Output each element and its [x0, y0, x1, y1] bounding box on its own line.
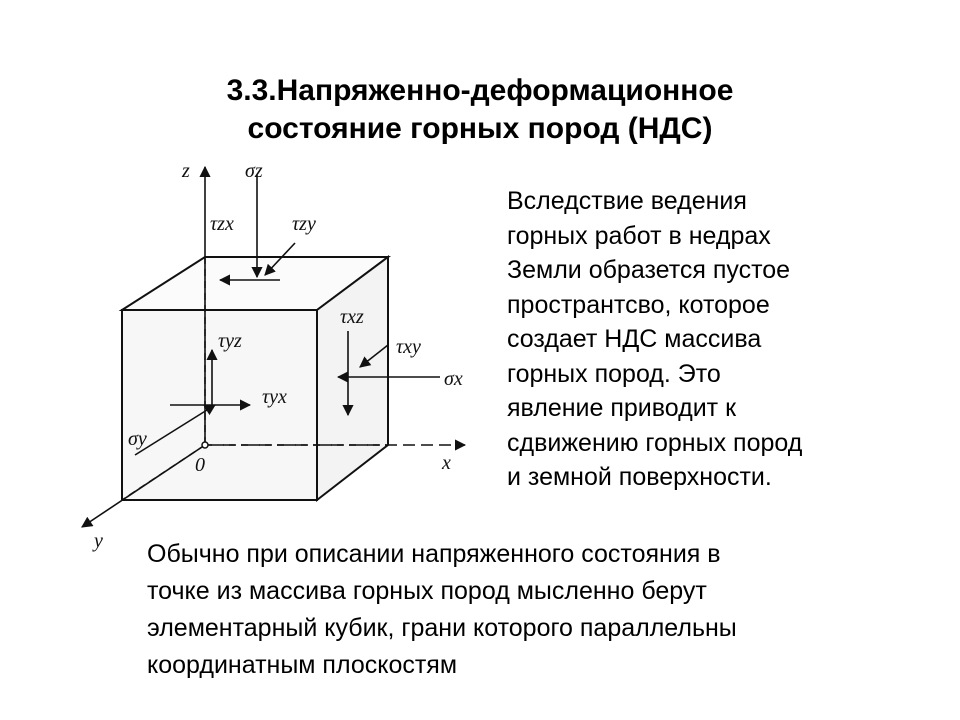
tau-yz-label: τyz	[218, 330, 242, 352]
axis-z-label: z	[182, 160, 190, 182]
side-line: Вследствие ведения	[507, 187, 747, 215]
tau-zx-label: τzx	[210, 213, 234, 235]
title-line-1: 3.3.Напряженно-деформационное	[226, 74, 734, 107]
origin-label: 0	[195, 454, 205, 476]
side-line: явление приводит к	[507, 394, 737, 422]
bottom-line: элементарный кубик, грани которого параллельны	[147, 614, 737, 642]
sigma-z-label: σz	[245, 160, 263, 182]
tau-zy-label: τzy	[292, 213, 316, 235]
bottom-line: точке из массива горных пород мысленно берут	[147, 577, 707, 605]
tau-xz-label: τxz	[340, 306, 364, 328]
bottom-paragraph	[147, 536, 947, 684]
axis-x-label: x	[442, 452, 451, 474]
tau-xy-label: τxy	[396, 336, 421, 358]
bottom-line: Обычно при описании напряженного состояния в	[147, 540, 721, 568]
side-line: и земной поверхности.	[507, 463, 772, 491]
slide-title	[130, 72, 830, 148]
title-line-2: состояние горных пород (НДС)	[247, 112, 713, 145]
side-paragraph	[507, 184, 947, 495]
side-line: горных работ в недрах	[507, 221, 771, 250]
sigma-x-label: σx	[444, 368, 463, 390]
origin-point	[202, 442, 208, 448]
tau-yx-label: τyx	[262, 386, 287, 408]
side-line: горных пород. Это	[507, 359, 721, 388]
bottom-line: координатным плоскостям	[147, 651, 458, 679]
side-line: создает НДС массива	[507, 325, 762, 353]
axis-y-label: y	[94, 530, 103, 552]
side-line: Земли образется пустое	[507, 256, 791, 284]
sigma-y-label: σy	[128, 428, 147, 450]
side-line: пространтсво, которое	[507, 290, 770, 319]
stress-cube-diagram	[70, 155, 490, 555]
side-line: сдвижению горных пород	[507, 428, 803, 457]
